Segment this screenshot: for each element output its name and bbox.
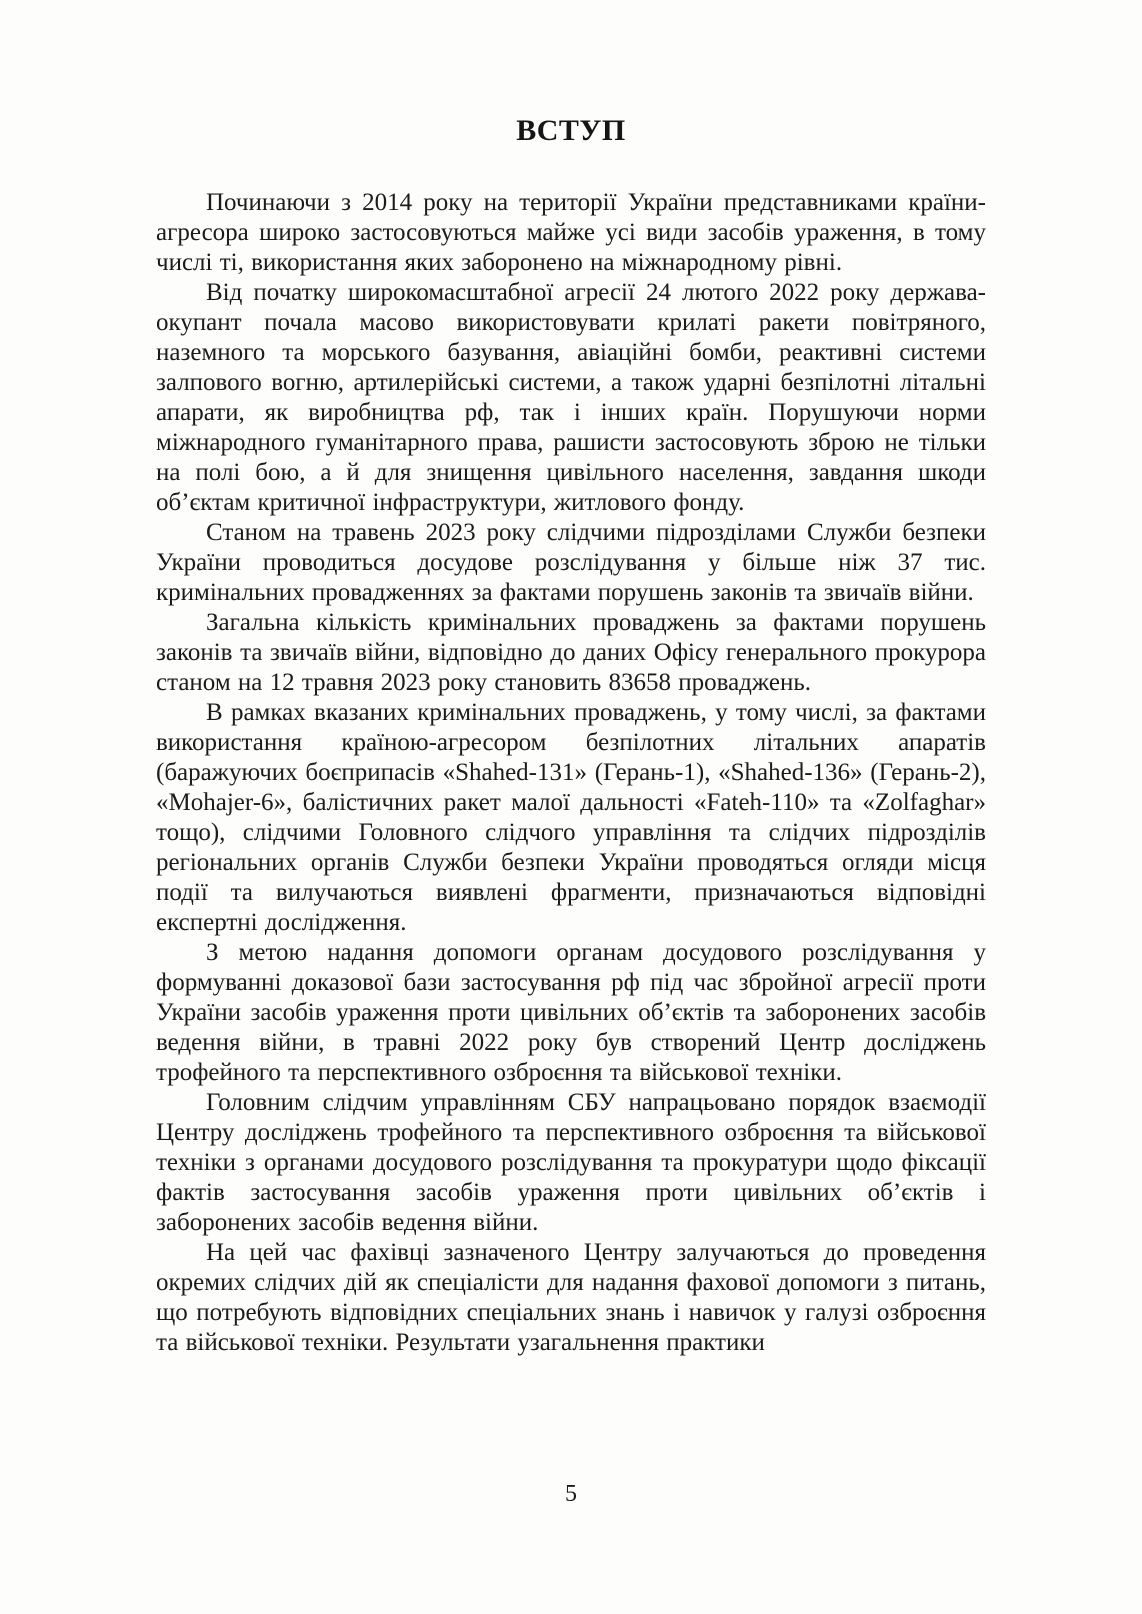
page-number: 5 (565, 1481, 577, 1507)
paragraph-4: Загальна кількість кримінальних проваджень за фактами порушень законів та звичаїв війни, відповідно до даних Офісу генерального прокурора станом на 12 травня 2023 року становить 83658 проваджень. (156, 609, 986, 696)
paragraph-2: Від початку широкомасштабної агресії 24 лютого 2022 року держава-окупант почала масово використовувати крилаті ракети повітряного, наземного та морського базування, авіаційні бомби, реактивні системи залпового вогню, артилерійські системи, а також ударні безпілотні літальні апарати, як виробництва рф, так і інших країн. Порушуючи норми міжнародного гуманітарного права, рашисти застосовують зброю не тільки на полі бою, а й для знищення цивільного населення, завдання шкоди об’єктам критичної інфраструктури, житлового фонду. (156, 279, 986, 516)
paragraph-6: З метою надання допомоги органам досудового розслідування у формуванні доказової бази застосування рф під час збройної агресії проти України засобів ураження проти цивільних об’єктів та заборонених засобів ведення війни, в травні 2022 року був створений Центр досліджень трофейного та перспективного озброєння та військової техніки. (156, 939, 986, 1086)
paragraph-7: Головним слідчим управлінням СБУ напрацьовано порядок взаємодії Центру досліджень трофейного та перспективного озброєння та військової техніки з органами досудового розслідування та прокуратури щодо фіксації фактів застосування засобів ураження проти цивільних об’єктів і заборонених засобів ведення війни. (156, 1089, 986, 1236)
paragraph-3: Станом на травень 2023 року слідчими підрозділами Служби безпеки України проводиться досудове розслідування у більше ніж 37 тис. кримінальних провадженнях за фактами порушень законів та звичаїв війни. (156, 519, 986, 606)
paragraph-8: На цей час фахівці зазначеного Центру залучаються до проведення окремих слідчих дій як спеціалісти для надання фахової допомоги з питань, що потребують відповідних спеціальних знань і навичок у галузі озброєння та військової техніки. Результати узагальнення практики (156, 1239, 986, 1356)
page-title: ВСТУП (516, 114, 626, 147)
paragraph-1: Починаючи з 2014 року на території України представниками країни-агресора широко застосовуються майже усі види засобів ураження, в тому числі ті, використання яких заборонено на міжнародному рівні. (156, 189, 986, 276)
paragraph-5: В рамках вказаних кримінальних проваджень, у тому числі, за фактами використання країною-агресором безпілотних літальних апаратів (баражуючих боєприпасів «Shahed-131» (Герань-1), «Shahed-136» (Герань-2), «Mohajer-6», балістичних ракет малої дальності «Fateh-110» та «Zolfaghar» тощо), слідчими Головного слідчого управління та слідчих підрозділів регіональних органів Служби безпеки України проводяться огляди місця події та вилучаються виявлені фрагменти, призначаються відповідні експертні дослідження. (156, 699, 986, 936)
document-body (156, 188, 986, 1358)
